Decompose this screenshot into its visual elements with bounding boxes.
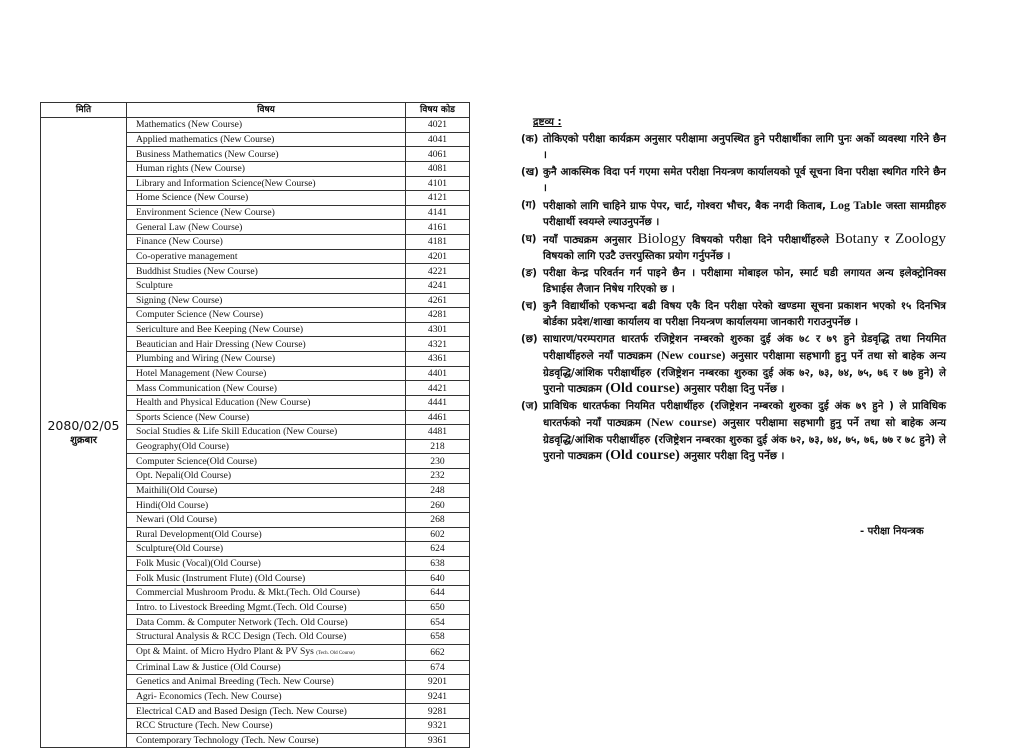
note-item: [521, 265, 946, 298]
subject-code: 4441: [406, 395, 470, 410]
subject-name: Mass Communication (New Course): [136, 382, 277, 394]
subject-cell: [127, 586, 406, 601]
subject-cell: [127, 483, 406, 498]
subject-code: 268: [406, 512, 470, 527]
subject-name: Newari (Old Course): [136, 514, 217, 526]
subject-cell: [127, 395, 406, 410]
note-marker: (ख): [521, 165, 539, 178]
subject-code: 602: [406, 527, 470, 542]
subject-cell: [127, 542, 406, 557]
subject-name: Mathematics (New Course): [136, 119, 243, 131]
header-subject: विषय: [127, 103, 406, 118]
subject-cell: [127, 381, 406, 396]
subject-cell: [127, 498, 406, 513]
subject-code: 4041: [406, 132, 470, 147]
subject-code: 4281: [406, 308, 470, 323]
notes-title: द्रष्टव्य :: [533, 116, 562, 128]
note-item: [521, 398, 946, 465]
header-date: मिति: [41, 103, 127, 118]
subject-code: 9281: [406, 704, 470, 719]
note-item: [521, 197, 946, 231]
subject-cell: [127, 220, 406, 235]
subject-cell: [127, 278, 406, 293]
subject-cell: [127, 689, 406, 704]
subject-code: 4241: [406, 278, 470, 293]
subject-name: Plumbing and Wiring (New Course): [136, 353, 276, 365]
subject-cell: [127, 571, 406, 586]
note-text: [543, 231, 946, 265]
subject-cell: [127, 191, 406, 206]
subject-cell: [127, 556, 406, 571]
subject-code: 4121: [406, 191, 470, 206]
subject-name: Contemporary Technology (Tech. New Course): [136, 734, 319, 746]
subject-code: 4181: [406, 235, 470, 250]
subject-name: Sculpture(Old Course): [136, 543, 224, 555]
table-row: [41, 118, 470, 133]
subject-name: Agri- Economics (Tech. New Course): [136, 691, 282, 703]
subject-cell: [127, 527, 406, 542]
subject-code: 650: [406, 600, 470, 615]
subject-code: 4221: [406, 264, 470, 279]
note-item: [521, 131, 946, 164]
subject-name: Sports Science (New Course): [136, 411, 250, 423]
subject-cell: [127, 410, 406, 425]
header-code: विषय कोड: [406, 103, 470, 118]
subject-cell: [127, 660, 406, 675]
exam-date: 2080/02/05: [47, 418, 120, 434]
subject-name: Computer Science (New Course): [136, 309, 264, 321]
subject-name: Sericulture and Bee Keeping (New Course): [136, 324, 304, 336]
subject-cell: [127, 719, 406, 734]
subject-name: Health and Physical Education (New Course): [136, 397, 311, 409]
subject-cell: [127, 293, 406, 308]
date-cell: [41, 118, 127, 748]
note-marker: (क): [521, 132, 539, 145]
note-english-term: (New course): [647, 415, 717, 429]
note-text: [543, 197, 946, 231]
subject-name: Structural Analysis & RCC Design (Tech. Old Course): [136, 631, 347, 643]
notes-section: [521, 114, 946, 465]
note-item: [521, 164, 946, 197]
subject-code: 9201: [406, 675, 470, 690]
note-item: [521, 298, 946, 331]
note-text: [543, 331, 946, 398]
subject-name: Environment Science (New Course): [136, 207, 275, 219]
subject-code: 4201: [406, 249, 470, 264]
subject-name: Commercial Mushroom Produ. & Mkt.(Tech. Old Course): [136, 587, 360, 599]
exam-day: शुक्रबार: [70, 435, 97, 447]
subject-code: 638: [406, 556, 470, 571]
subject-cell: [127, 308, 406, 323]
note-marker: (ग): [521, 198, 537, 211]
subject-cell: [127, 132, 406, 147]
note-english-term: (Old course): [605, 381, 680, 396]
subject-cell: [127, 733, 406, 748]
subject-code: 9361: [406, 733, 470, 748]
subject-name: Library and Information Science(New Course): [136, 177, 316, 189]
subject-name: Buddhist Studies (New Course): [136, 265, 258, 277]
note-marker: (च): [521, 299, 537, 312]
subject-name: Hotel Management (New Course): [136, 367, 267, 379]
subject-code: 248: [406, 483, 470, 498]
table-header-row: [41, 103, 470, 118]
subject-cell: [127, 366, 406, 381]
subject-code: 9241: [406, 689, 470, 704]
note-english-term: Zoology: [895, 230, 946, 247]
note-english-term: Log Table: [830, 197, 882, 212]
subject-name: Applied mathematics (New Course): [136, 133, 275, 145]
subject-name: General Law (New Course): [136, 221, 243, 233]
subject-cell: [127, 161, 406, 176]
subject-code: 4161: [406, 220, 470, 235]
note-text-part: साधारण/परम्परागत धारतर्फ रजिष्ट्रेशन नम्बरको शुरुका दुई अंक ७८ र ७९ हुने ग्रेडवृद्धि तथा नियमित परीक्षार्थीहरुले नयाँ पाठ्यक्रम: [543, 332, 946, 362]
note-english-term: (New course): [657, 348, 726, 362]
subject-code: 4401: [406, 366, 470, 381]
subject-cell: [127, 322, 406, 337]
subject-code: 4421: [406, 381, 470, 396]
note-text-part: अनुसार परीक्षा दिनु पर्नेछ ।: [679, 450, 785, 462]
note-text-part: अनुसार परीक्षा दिनु पर्नेछ ।: [679, 383, 785, 395]
subject-code: 4081: [406, 161, 470, 176]
subject-name: Geography(Old Course): [136, 441, 229, 453]
subject-name: Beautician and Hair Dressing (New Course): [136, 338, 306, 350]
subject-name: Computer Science(Old Course): [136, 455, 257, 467]
note-text: तोकिएको परीक्षा कार्यक्रम अनुसार परीक्षामा अनुपस्थित हुने परीक्षार्थीका लागि पुनः अर्को व्यवस्था गरिने छैन ।: [543, 132, 946, 161]
subject-code: 218: [406, 439, 470, 454]
subject-cell: [127, 147, 406, 162]
note-marker: (घ): [521, 232, 537, 245]
note-text-part: र: [878, 233, 896, 246]
subject-name: Signing (New Course): [136, 294, 223, 306]
note-english-term: Biology: [637, 230, 686, 247]
note-text-part: विषयको लागि एउटै उत्तरपुस्तिका प्रयोग गर्नुपर्नेछ ।: [543, 250, 731, 262]
subject-cell: [127, 600, 406, 615]
subject-code: 4461: [406, 410, 470, 425]
subject-name: Social Studies & Life Skill Education (New Course): [136, 426, 338, 438]
subject-code: 662: [406, 644, 470, 660]
subject-name: Human rights (New Course): [136, 163, 245, 175]
note-text-part: नयाँ पाठ्यक्रम अनुसार: [543, 233, 638, 246]
subject-name: Rural Development(Old Course): [136, 528, 262, 540]
signature: - परीक्षा नियन्त्रक: [860, 526, 924, 537]
subject-name: Finance (New Course): [136, 236, 223, 248]
subject-code: 4321: [406, 337, 470, 352]
subject-code: 232: [406, 469, 470, 484]
subject-name: Data Comm. & Computer Network (Tech. Old Course): [136, 616, 348, 628]
subject-name: Opt & Maint. of Micro Hydro Plant & PV Sys: [136, 645, 314, 657]
subject-cell: [127, 512, 406, 527]
subject-cell: [127, 629, 406, 644]
subject-cell: [127, 176, 406, 191]
exam-schedule-table: [40, 102, 470, 748]
subject-name: Maithili(Old Course): [136, 484, 218, 496]
subject-cell: [127, 337, 406, 352]
subject-code: 4061: [406, 147, 470, 162]
subject-name: Criminal Law & Justice (Old Course): [136, 661, 281, 673]
subject-cell: [127, 205, 406, 220]
note-english-term: (Old course): [605, 448, 680, 463]
subject-code: 654: [406, 615, 470, 630]
subject-suffix: (Tech. Old Course): [316, 650, 355, 656]
note-text: परीक्षा केन्द्र परिवर्तन गर्न पाइने छैन । परीक्षामा मोबाइल फोन, स्मार्ट घडी लगायत अन्य इलेक्ट्रोनिक्स डिभाईस लैजान निषेध गरिएको छ ।: [543, 266, 946, 295]
subject-cell: [127, 704, 406, 719]
subject-code: 4101: [406, 176, 470, 191]
note-text-part: विषयको परीक्षा दिने परीक्षार्थीहरुले: [685, 233, 836, 246]
subject-cell: [127, 249, 406, 264]
subject-cell: [127, 264, 406, 279]
note-text: कुनै आकस्मिक विदा पर्न गएमा समेत परीक्षा नियन्त्रण कार्यालयको पूर्व सूचना विना परीक्षा स्थगित गरिने छैन ।: [543, 165, 946, 194]
subject-code: 624: [406, 542, 470, 557]
subject-code: 644: [406, 586, 470, 601]
subject-code: 4021: [406, 118, 470, 133]
subject-code: 4361: [406, 352, 470, 367]
subject-name: Co-operative management: [136, 250, 238, 262]
table-body: [41, 118, 470, 748]
note-text-part: अनुसार परीक्षामा सहभागी हुनु पर्ने तथा सो बाहेक अन्य ग्रेडवृद्धि/आंशिक परीक्षार्थीहरु (रजिष्ट्रेशन नम्बरका शुरुका दुई अंक ७२, ७३, ७४, ७५, ७६ र ७७ हुने) ले पुरानो पाठ्यक्रम: [543, 350, 946, 395]
note-item: [521, 331, 946, 398]
note-item: [521, 231, 946, 265]
subject-name: Home Science (New Course): [136, 192, 249, 204]
subject-code: 4141: [406, 205, 470, 220]
note-text: [543, 398, 946, 465]
subject-code: 4261: [406, 293, 470, 308]
subject-code: 674: [406, 660, 470, 675]
subject-code: 260: [406, 498, 470, 513]
subject-cell: [127, 675, 406, 690]
subject-code: 658: [406, 629, 470, 644]
subject-code: 230: [406, 454, 470, 469]
note-marker: (ज): [521, 399, 539, 412]
subject-name: Opt. Nepali(Old Course): [136, 470, 232, 482]
subject-name: Folk Music (Vocal)(Old Course): [136, 558, 261, 570]
subject-name: Hindi(Old Course): [136, 499, 209, 511]
note-text-part: अनुसार परीक्षामा सहभागी हुनु पर्ने तथा सो बाहेक अन्य ग्रेडवृद्धि/आंशिक परीक्षार्थीहरु (रजिष्ट्रेशन नम्बरका शुरुका दुई अंक ७२, ७३, ७४, ७५, ७६, ७७ र ७८ हुने) ले पुरानो पाठ्यक्रम: [543, 417, 946, 462]
subject-code: 640: [406, 571, 470, 586]
note-marker: (छ): [521, 332, 538, 345]
subject-name: Folk Music (Instrument Flute) (Old Course): [136, 572, 306, 584]
subject-name: Genetics and Animal Breeding (Tech. New Course): [136, 676, 334, 688]
subject-cell: [127, 454, 406, 469]
subject-code: 4301: [406, 322, 470, 337]
subject-cell: [127, 439, 406, 454]
subject-name: Electrical CAD and Based Design (Tech. New Course): [136, 705, 347, 717]
note-text-part: प्राविधिक धारतर्फका नियमित परीक्षार्थीहरु (रजिष्ट्रेशन नम्बरको शुरुका दुई अंक ७९ हुने ) ले प्राविधिक धारतर्फको नयाँ पाठ्यक्रम: [543, 399, 946, 429]
note-text-part: जस्ता सामग्रीहरु परीक्षार्थी स्वयम्ले ल्याउनुपर्नेछ ।: [543, 199, 946, 228]
subject-cell: [127, 352, 406, 367]
subject-cell: [127, 425, 406, 440]
subject-code: 9321: [406, 719, 470, 734]
subject-cell: [127, 615, 406, 630]
subject-name: Business Mathematics (New Course): [136, 148, 279, 160]
note-english-term: Botany: [835, 230, 879, 247]
note-text: कुनै विद्यार्थीको एकभन्दा बढी विषय एकै दिन परीक्षा परेको खण्डमा सूचना प्रकाशन भएको १५ दिनभित्र बोर्डका प्रदेश/शाखा कार्यालय वा परीक्षा नियन्त्रण कार्यालयमा जानकारी गराउनुपर्नेछ ।: [543, 299, 946, 328]
subject-code: 4481: [406, 425, 470, 440]
subject-name: Sculpture: [136, 280, 173, 292]
subject-cell: [127, 644, 406, 660]
subject-cell: [127, 469, 406, 484]
subject-name: Intro. to Livestock Breeding Mgmt.(Tech. Old Course): [136, 601, 347, 613]
subject-cell: [127, 118, 406, 133]
note-text-part: परीक्षाको लागि चाहिने ग्राफ पेपर, चार्ट, गोश्वरा भौचर, बैक नगदी किताब,: [543, 199, 831, 212]
subject-cell: [127, 235, 406, 250]
subject-name: RCC Structure (Tech. New Course): [136, 720, 273, 732]
note-marker: (ङ): [521, 266, 537, 279]
